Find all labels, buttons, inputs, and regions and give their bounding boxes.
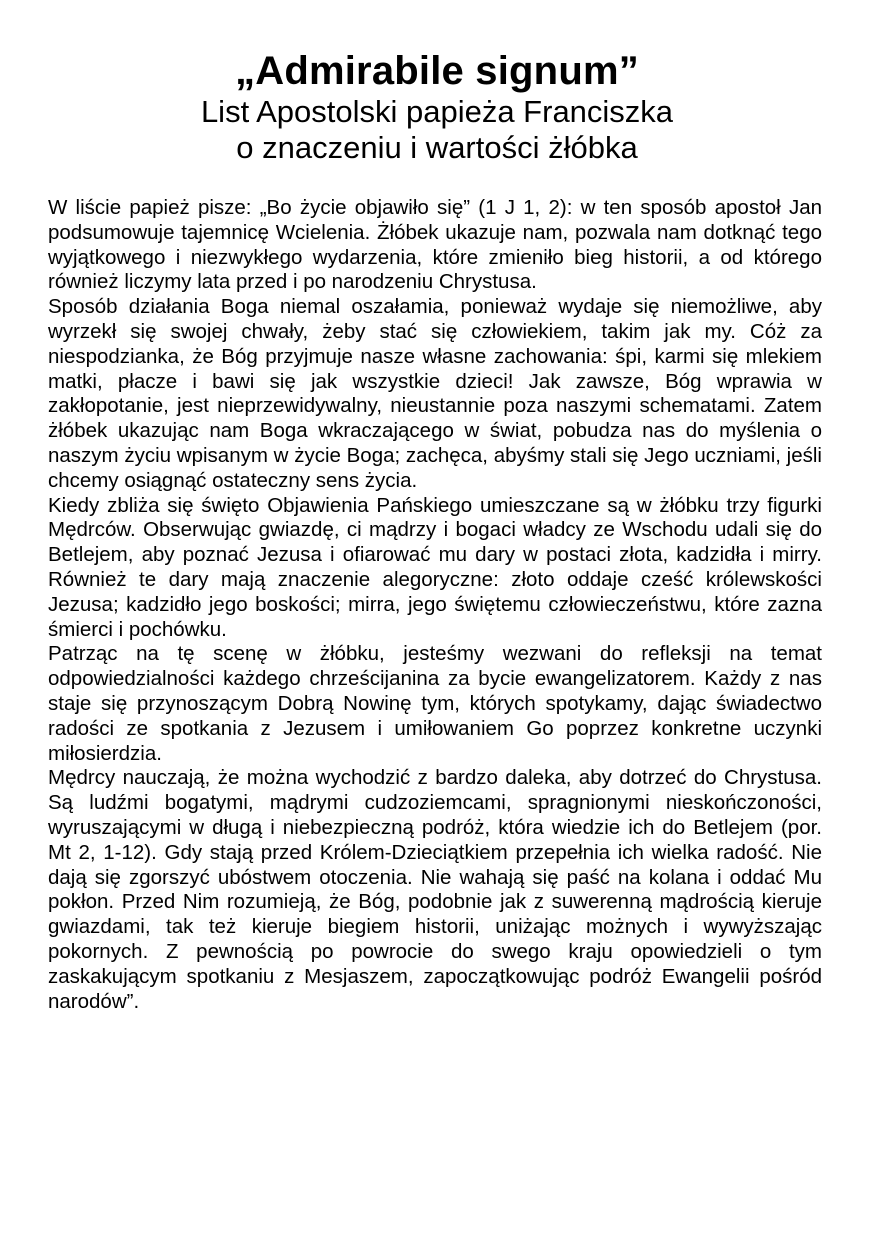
document-subtitle-line-2: o znaczeniu i wartości żłóbka bbox=[236, 130, 638, 165]
paragraph-2: Sposób działania Boga niemal oszałamia, ponieważ wydaje się niemożliwe, aby wyrzekł się swojej chwały, żeby stać się człowiekiem, takim jak my. Cóż za niespodzianka, że Bóg przyjmuje nasze własne zachowania: śpi, karmi się mlekiem matki, płacze i bawi się jak wszystkie dzieci! Jak zawsze, Bóg wprawia w zakłopotanie, jest nieprzewidywalny, nieustannie poza naszymi schematami. Zatem żłóbek ukazując nam Boga wkraczającego w świat, pobudza nas do myślenia o naszym życiu wpisanym w życie Boga; zachęca, abyśmy stali się Jego uczniami, jeśli chcemy osiągnąć ostateczny sens życia. bbox=[48, 295, 822, 492]
paragraph-4: Patrząc na tę scenę w żłóbku, jesteśmy wezwani do refleksji na temat odpowiedzialności każdego chrześcijanina za bycie ewangelizatorem. Każdy z nas staje się przynoszącym Dobrą Nowinę tym, których spotykamy, dając świadectwo radości ze spotkania z Jezusem i umiłowaniem Go poprzez konkretne uczynki miłosierdzia. bbox=[48, 642, 822, 765]
document-body bbox=[48, 196, 822, 1014]
document-header bbox=[0, 48, 874, 166]
document-title: „Admirabile signum” bbox=[235, 49, 639, 93]
paragraph-1: W liście papież pisze: „Bo życie objawiło się” (1 J 1, 2): w ten sposób apostoł Jan podsumowuje tajemnicę Wcielenia. Żłóbek ukazuje nam, pozwala nam dotknąć tego wyjątkowego i niezwykłego wydarzenia, które zmieniło bieg historii, a od którego również liczymy lata przed i po narodzeniu Chrystusa. bbox=[48, 196, 822, 294]
paragraph-3: Kiedy zbliża się święto Objawienia Pańskiego umieszczane są w żłóbku trzy figurki Mędrców. Obserwując gwiazdę, ci mądrzy i bogaci władcy ze Wschodu udali się do Betlejem, aby poznać Jezusa i ofiarować mu dary w postaci złota, kadzidła i mirry. Również te dary mają znaczenie alegoryczne: złoto oddaje cześć królewskości Jezusa; kadzidło jego boskości; mirra, jego świętemu człowieczeństwu, które zazna śmierci i pochówku. bbox=[48, 493, 822, 641]
document-subtitle-line-1: List Apostolski papieża Franciszka bbox=[200, 94, 674, 129]
paragraph-5: Mędrcy nauczają, że można wychodzić z bardzo daleka, aby dotrzeć do Chrystusa. Są ludźmi bogatymi, mądrymi cudzoziemcami, spragnionymi nieskończoności, wyruszającymi w długą i niebezpieczną podróż, która wiedzie ich do Betlejem (por. Mt 2, 1-12). Gdy stają przed Królem-Dzieciątkiem przepełnia ich wielka radość. Nie dają się zgorszyć ubóstwem otoczenia. Nie wahają się paść na kolana i oddać Mu pokłon. Przed Nim rozumieją, że Bóg, podobnie jak z suwerenną mądrością kieruje gwiazdami, tak też kieruje biegiem historii, uniżając możnych i wywyższając pokornych. Z pewnością po powrocie do swego kraju opowiedzieli o tym zaskakującym spotkaniu z Mesjaszem, zapoczątkowując podróż Ewangelii pośród narodów”. bbox=[48, 766, 822, 1013]
